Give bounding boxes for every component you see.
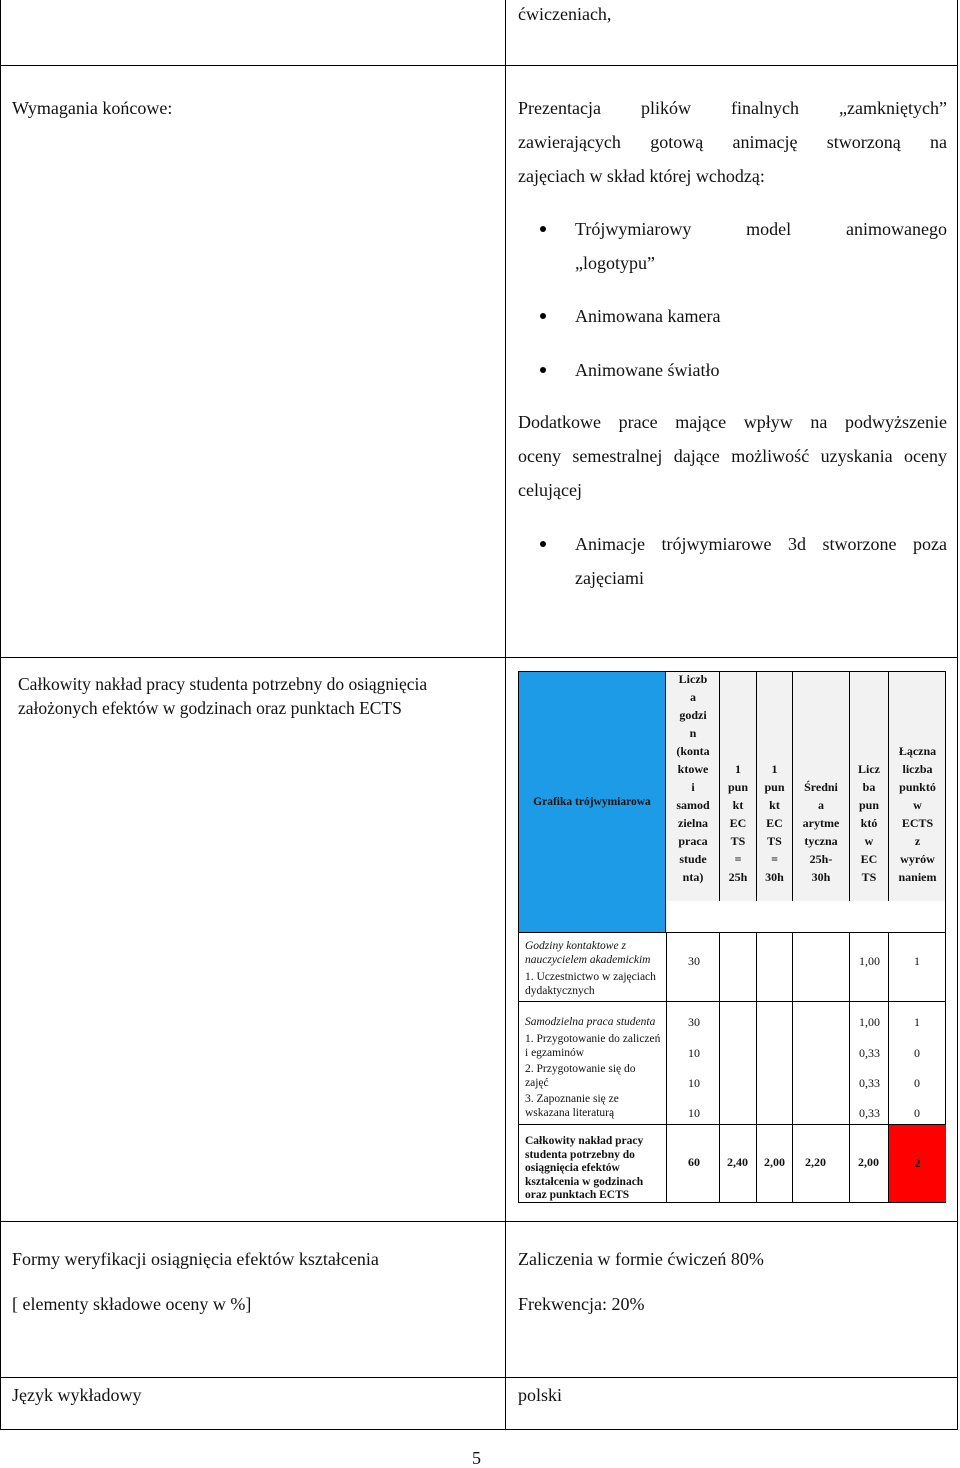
- header-30h-col: 1 pun kt EC TS = 30h: [764, 762, 785, 884]
- body-divider: [792, 933, 793, 1203]
- extra-line-1: Dodatkowe prace mające wpływ na podwyższenie: [518, 412, 947, 432]
- self-study-item-ects: 0: [914, 1076, 920, 1090]
- total-ects-rounded: 2: [914, 1156, 921, 1170]
- bullet-item: Animowane światło: [575, 360, 720, 380]
- body-divider: [719, 933, 720, 1203]
- requirements-label: Wymagania końcowe:: [12, 98, 173, 118]
- row-divider: [0, 1221, 958, 1222]
- bullet-item-continuation: „logotypu”: [575, 253, 655, 273]
- bullet-icon: [540, 226, 546, 232]
- total-hours: 60: [688, 1155, 700, 1169]
- language-value: polski: [518, 1385, 563, 1405]
- bullet-icon: [540, 541, 546, 547]
- self-study-average: 1,00: [859, 1015, 880, 1029]
- header-white-band: [667, 901, 945, 932]
- total-ects-points: 2,00: [858, 1155, 879, 1169]
- row-divider: [0, 1429, 958, 1430]
- contact-hours-label: Godziny kontaktowe z nauczycielem akademickim: [525, 940, 651, 966]
- bullet-item: Animowana kamera: [575, 306, 721, 326]
- row-divider: [0, 657, 958, 658]
- body-divider: [666, 933, 667, 1203]
- workload-label-line-2: założonych efektów w godzinach oraz punktach ECTS: [18, 698, 402, 718]
- verification-label: Formy weryfikacji osiągnięcia efektów kształcenia: [12, 1249, 379, 1269]
- language-label: Język wykładowy: [12, 1385, 142, 1405]
- self-study-item-average: 0,33: [859, 1106, 880, 1120]
- page-number: 5: [472, 1448, 481, 1468]
- header-average-col: Średni a arytme tyczna 25h- 30h: [802, 780, 840, 884]
- verification-value-1: Zaliczenia w formie ćwiczeń 80%: [518, 1249, 764, 1269]
- self-study-item-average: 0,33: [859, 1076, 880, 1090]
- self-study-item-ects: 0: [914, 1046, 920, 1060]
- requirements-intro-line-2: zawierających gotową animację stworzoną na: [518, 132, 947, 152]
- extra-line-2: oceny semestralnej dające możliwość uzyskania oceny: [518, 446, 947, 466]
- self-study-ects: 1: [914, 1015, 920, 1029]
- verification-value-2: Frekwencja: 20%: [518, 1294, 645, 1314]
- header-hours-col: Liczb a godzi n (konta ktowe i samod zielna praca stude nta): [676, 672, 710, 884]
- workload-label-line-1: Całkowity nakład pracy studenta potrzebny do osiągnięcia: [18, 674, 428, 694]
- header-points-col: Licz ba pun któ w EC TS: [858, 762, 880, 884]
- body-divider: [756, 933, 757, 1203]
- requirements-intro-line-3: zajęciach w skład której wchodzą:: [518, 166, 765, 186]
- bullet-icon: [540, 367, 546, 373]
- extra-bullet-item: Animacje trójwymiarowe 3d stworzone poza: [575, 534, 947, 554]
- continuation-text: ćwiczeniach,: [518, 4, 612, 24]
- total-workload-label: Całkowity nakład pracy studenta potrzebny do osiągnięcia efektów kształcenia w godzinach oraz punktach ECTS: [525, 1135, 644, 1201]
- contact-average-value: 1,00: [859, 954, 880, 968]
- verification-sublabel: [ elementy składowe oceny w %]: [12, 1294, 252, 1314]
- extra-bullet-continuation: zajęciami: [575, 568, 644, 588]
- row-divider: [0, 65, 958, 66]
- body-row-divider: [518, 1124, 946, 1125]
- self-study-item-label: 3. Zapoznanie się ze wskazana literaturą: [525, 1093, 619, 1119]
- self-study-item-label: 1. Przygotowanie do zaliczeń i egzaminów: [525, 1033, 661, 1059]
- contact-hours-value: 30: [688, 954, 700, 968]
- bullet-item: Trójwymiarowy model animowanego: [575, 219, 947, 239]
- self-study-item-hours: 10: [688, 1046, 700, 1060]
- contact-ects-value: 1: [914, 954, 920, 968]
- self-study-hours: 30: [688, 1015, 700, 1029]
- self-study-label: Samodzielna praca studenta: [525, 1016, 656, 1028]
- requirements-intro-line-1: Prezentacja plików finalnych „zamkniętych”: [518, 98, 947, 118]
- self-study-item-average: 0,33: [859, 1046, 880, 1060]
- total-ects-average: 2,20: [805, 1155, 826, 1169]
- table-right-border: [957, 0, 958, 1430]
- subject-name: Grafika trójwymiarowa: [533, 796, 651, 808]
- total-ects-25h: 2,40: [727, 1155, 748, 1169]
- self-study-item-hours: 10: [688, 1076, 700, 1090]
- header-total-col: Łączna liczba punktó w ECTS z wyrów naniem: [898, 744, 937, 884]
- subject-cell: [518, 671, 666, 933]
- header-25h-col: 1 pun kt EC TS = 25h: [727, 762, 749, 884]
- body-row-divider: [518, 1001, 946, 1002]
- contact-item-label: 1. Uczestnictwo w zajęciach dydaktycznych: [525, 971, 656, 997]
- total-ects-cell: [889, 1125, 946, 1202]
- row-divider: [0, 1377, 958, 1378]
- table-column-divider: [505, 0, 506, 1430]
- self-study-item-hours: 10: [688, 1106, 700, 1120]
- self-study-item-ects: 0: [914, 1106, 920, 1120]
- extra-line-3: celującej: [518, 480, 582, 500]
- bullet-icon: [540, 313, 546, 319]
- body-divider: [849, 933, 850, 1203]
- total-ects-30h: 2,00: [764, 1155, 785, 1169]
- self-study-item-label: 2. Przygotowanie się do zajęć: [525, 1063, 636, 1089]
- table-left-border: [0, 0, 1, 1430]
